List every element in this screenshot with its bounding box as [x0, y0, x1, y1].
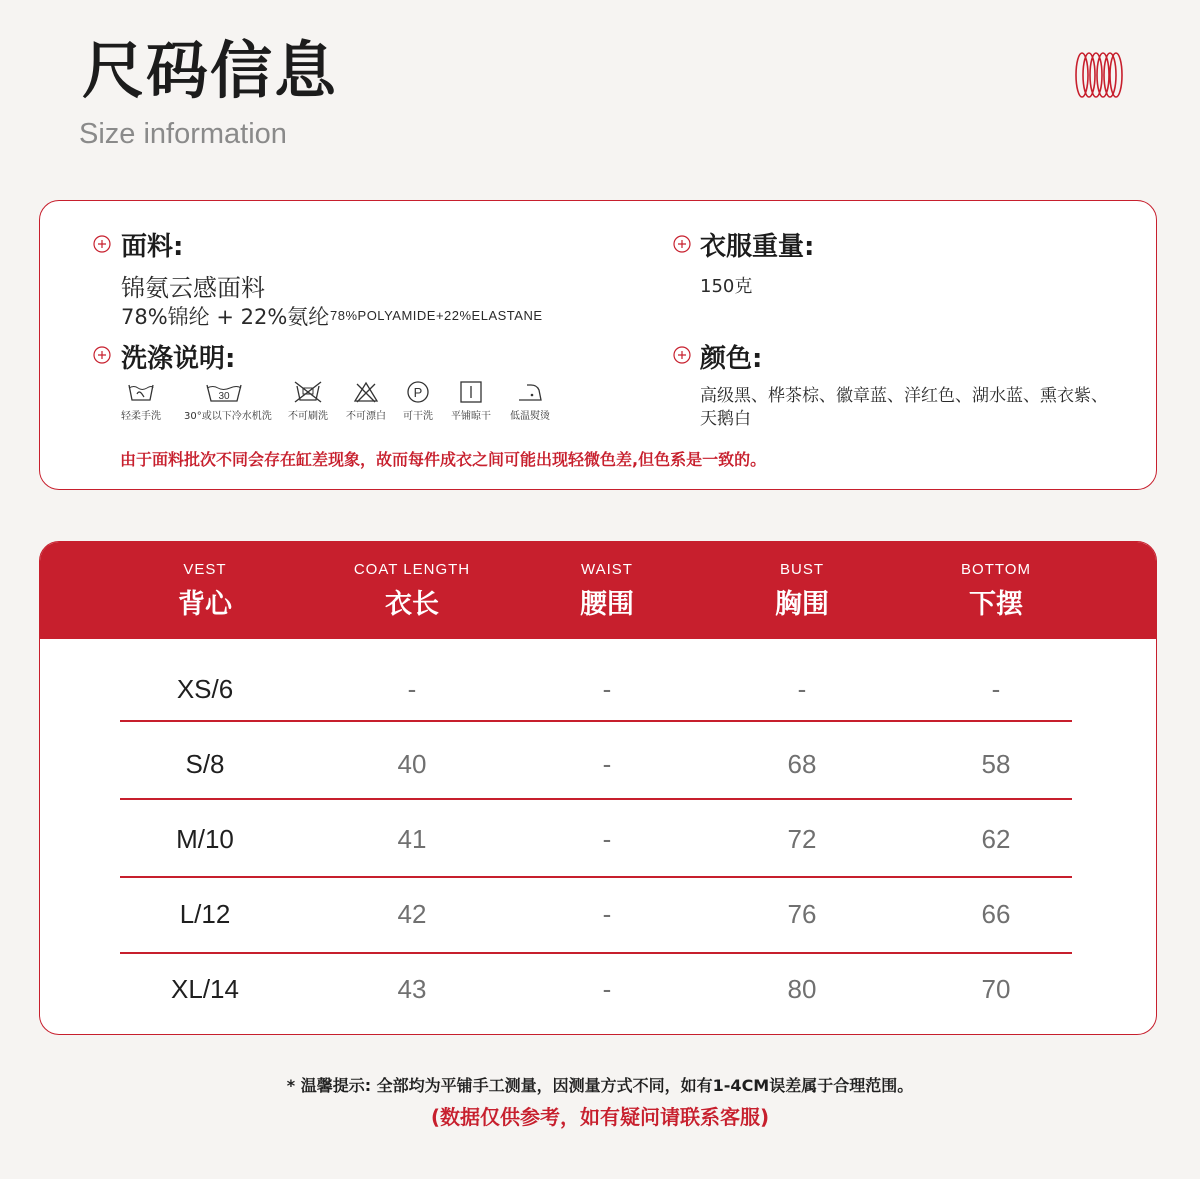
fabric-name: 锦氨云感面料 — [121, 274, 265, 302]
colors-list-line2: 天鹅白 — [700, 409, 751, 429]
header-bust: BUST 胸围 — [775, 561, 829, 620]
table-row: XL/14 43 - 80 70 — [171, 974, 1011, 1004]
header-bottom: BOTTOM 下摆 — [961, 561, 1031, 620]
row-divider — [120, 798, 1072, 800]
no-bleach-icon — [351, 380, 381, 404]
size-table — [39, 541, 1157, 1035]
rings-logo-icon — [1074, 50, 1124, 100]
wash-30-text: 30 — [218, 391, 230, 402]
reference-note: (数据仅供参考，如有疑问请联系客服) — [430, 1105, 770, 1129]
care-wash-30 — [184, 380, 272, 422]
care-label: 可干洗 — [403, 411, 433, 422]
page-title: 尺码信息 — [82, 34, 339, 107]
no-brush-icon — [293, 380, 323, 404]
plus-circle-icon — [93, 346, 111, 364]
fabric-label: 面料: — [121, 232, 184, 262]
table-row: M/10 41 - 72 62 — [176, 824, 1011, 854]
header-waist: WAIST 腰围 — [580, 561, 634, 620]
weight-label: 衣服重量: — [700, 232, 815, 262]
header-vest: VEST 背心 — [178, 561, 232, 620]
weight-value: 150克 — [700, 276, 753, 297]
color-difference-warning: 由于面料批次不同会存在缸差现象，故而每件成衣之间可能出现轻微色差,但色系是一致的。 — [120, 450, 767, 469]
wash-label: 洗涤说明: — [121, 344, 236, 374]
svg-text:P: P — [413, 385, 423, 400]
care-label: 平铺晾干 — [451, 411, 491, 422]
fabric-composition-cn: 78%锦纶 + 22%氨纶 — [121, 305, 330, 329]
table-row: S/8 40 - 68 58 — [185, 749, 1011, 779]
plus-circle-icon — [93, 235, 111, 253]
row-divider — [120, 720, 1072, 722]
wash-30-icon — [204, 380, 244, 404]
care-label: 低温熨烫 — [510, 411, 550, 422]
table-row: XS/6 - - - - — [176, 674, 1001, 704]
care-label: 30°或以下冷水机洗 — [184, 411, 272, 422]
size-table-header — [40, 542, 1156, 639]
low-iron-icon — [515, 380, 545, 404]
fabric-composition-en: 78%POLYAMIDE+22%ELASTANE — [330, 308, 543, 323]
care-label: 不可漂白 — [346, 411, 386, 422]
plus-circle-icon — [673, 346, 691, 364]
colors-list-line1: 高级黑、桦茶棕、徽章蓝、洋红色、湖水蓝、熏衣紫、 — [700, 386, 1108, 406]
header-coat-length: COAT LENGTH 衣长 — [353, 561, 471, 620]
care-label: 轻柔手洗 — [121, 411, 161, 422]
gentle-hand-wash-icon — [126, 380, 156, 404]
flat-dry-icon — [456, 380, 486, 404]
dry-clean-p-icon — [403, 380, 433, 404]
care-label: 不可刷洗 — [288, 411, 328, 422]
care-low-iron — [490, 380, 570, 422]
measurement-tip: * 温馨提示: 全部均为平铺手工测量，因测量方式不同，如有1-4CM误差属于合理范围。 — [286, 1076, 914, 1095]
care-hand-wash — [101, 380, 181, 422]
plus-circle-icon — [673, 235, 691, 253]
page-subtitle: Size information — [79, 118, 287, 150]
color-label: 颜色: — [700, 344, 763, 374]
table-row: L/12 42 - 76 66 — [179, 899, 1011, 929]
